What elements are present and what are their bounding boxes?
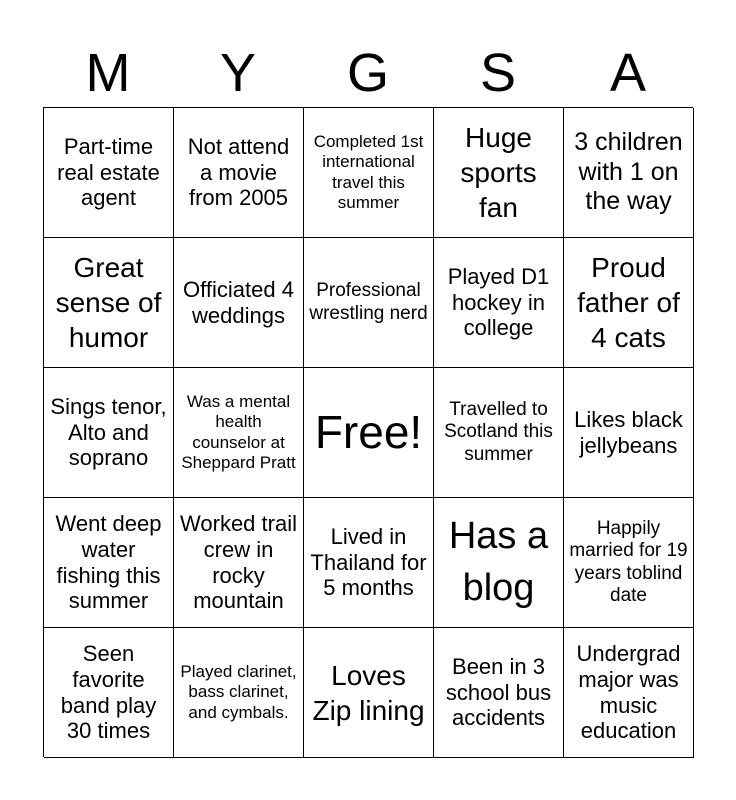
bingo-cell: Worked trail crew in rocky mountain — [174, 498, 304, 628]
header-letter-g: G — [346, 43, 389, 103]
bingo-cell: Travelled to Scotland this summer — [434, 368, 564, 498]
bingo-cell: Great sense of humor — [44, 238, 174, 368]
bingo-cell: Loves Zip lining — [304, 628, 434, 758]
bingo-cell: Happily married for 19 years toblind date — [564, 498, 694, 628]
header-letter-s: S — [479, 43, 517, 103]
bingo-cell: Officiated 4 weddings — [174, 238, 304, 368]
free-space: Free! — [304, 368, 434, 498]
bingo-header — [43, 42, 693, 104]
header-letter-y: Y — [219, 43, 257, 103]
bingo-cell: Completed 1st international travel this summer — [304, 108, 434, 238]
bingo-cell: Undergrad major was music education — [564, 628, 694, 758]
bingo-cell: Not attend a movie from 2005 — [174, 108, 304, 238]
bingo-cell: Was a mental health counselor at Sheppard Pratt — [174, 368, 304, 498]
bingo-cell: 3 children with 1 on the way — [564, 108, 694, 238]
bingo-cell: Huge sports fan — [434, 108, 564, 238]
bingo-cell: Seen favorite band play 30 times — [44, 628, 174, 758]
bingo-cell: Been in 3 school bus accidents — [434, 628, 564, 758]
bingo-cell: Lived in Thailand for 5 months — [304, 498, 434, 628]
bingo-cell: Went deep water fishing this summer — [44, 498, 174, 628]
bingo-cell: Likes black jellybeans — [564, 368, 694, 498]
bingo-cell: Proud father of 4 cats — [564, 238, 694, 368]
bingo-cell: Sings tenor, Alto and soprano — [44, 368, 174, 498]
header-letter-a: A — [609, 43, 647, 103]
bingo-cell: Played clarinet, bass clarinet, and cymbals. — [174, 628, 304, 758]
bingo-cell: Part-time real estate agent — [44, 108, 174, 238]
bingo-cell: Professional wrestling nerd — [304, 238, 434, 368]
bingo-cell: Has a blog — [434, 498, 564, 628]
bingo-cell: Played D1 hockey in college — [434, 238, 564, 368]
bingo-grid — [43, 107, 693, 757]
header-letter-m: M — [85, 43, 131, 103]
